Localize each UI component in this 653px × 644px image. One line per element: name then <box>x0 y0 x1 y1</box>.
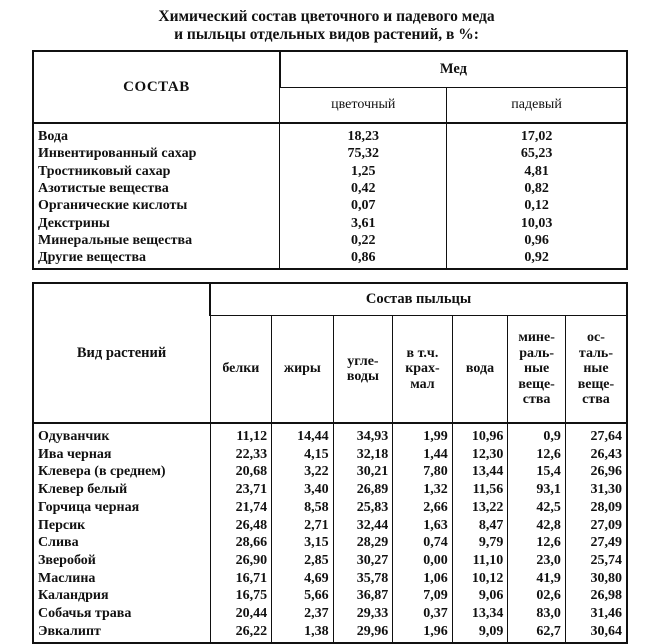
table-row <box>33 446 627 464</box>
pollen-value: 9,06 <box>452 587 508 605</box>
flower-value: 0,42 <box>280 180 447 197</box>
flower-value: 1,25 <box>280 163 447 180</box>
table-row <box>33 499 627 517</box>
pollen-value: 25,74 <box>565 552 627 570</box>
pollen-value: 9,09 <box>452 623 508 644</box>
honeydew-value: 0,12 <box>447 197 627 214</box>
pollen-value: 26,89 <box>333 481 393 499</box>
pollen-value: 02,6 <box>508 587 566 605</box>
column-header-line: в т.ч. <box>406 345 439 361</box>
pollen-value: 83,0 <box>508 605 566 623</box>
pollen-value: 93,1 <box>508 481 566 499</box>
flower-value: 0,86 <box>280 249 447 269</box>
pollen-value: 11,12 <box>210 423 272 446</box>
table-row <box>33 534 627 552</box>
plant-name: Маслина <box>33 570 210 588</box>
table-row <box>33 232 627 249</box>
table-row <box>33 552 627 570</box>
pollen-value: 13,22 <box>452 499 508 517</box>
table-row <box>33 516 627 534</box>
pollen-value: 34,93 <box>333 423 393 446</box>
pollen-value: 10,12 <box>452 570 508 588</box>
pollen-value: 31,46 <box>565 605 627 623</box>
pollen-value: 27,09 <box>565 516 627 534</box>
pollen-value: 11,10 <box>452 552 508 570</box>
flower-value: 0,07 <box>280 197 447 214</box>
title-line-2: и пыльцы отдельных видов растений, в %: <box>174 26 479 43</box>
plant-name: Клевер белый <box>33 481 210 499</box>
pollen-value: 28,29 <box>333 534 393 552</box>
column-header-line: вода <box>465 361 495 377</box>
pollen-value: 20,44 <box>210 605 272 623</box>
pollen-value: 4,15 <box>272 446 334 464</box>
pollen-value: 35,78 <box>333 570 393 588</box>
pollen-value: 28,09 <box>565 499 627 517</box>
column-header-line: мине- <box>518 330 555 346</box>
header-composition: СОСТАВ <box>33 51 280 123</box>
pollen-value: 23,0 <box>508 552 566 570</box>
column-header-line: веще- <box>577 376 615 392</box>
pollen-value: 7,09 <box>393 587 453 605</box>
pollen-value: 28,66 <box>210 534 272 552</box>
header-pollen-composition: Состав пыльцы <box>210 283 627 316</box>
column-header-line: угле- <box>347 353 379 369</box>
column-header-line: ства <box>522 392 551 408</box>
honey-composition-table <box>32 50 628 270</box>
column-header-line: ные <box>524 361 550 377</box>
column-header-line: ные <box>583 361 609 377</box>
plant-name: Персик <box>33 516 210 534</box>
flower-value: 0,22 <box>280 232 447 249</box>
column-header <box>333 316 393 423</box>
column-header <box>272 316 334 423</box>
column-header <box>565 316 627 423</box>
row-label: Тростниковый сахар <box>33 163 280 180</box>
column-header-line: ос- <box>587 330 605 346</box>
pollen-value: 8,58 <box>272 499 334 517</box>
pollen-value: 0,00 <box>393 552 453 570</box>
pollen-value: 12,30 <box>452 446 508 464</box>
header-plant-species: Вид растений <box>33 283 210 423</box>
table-row <box>33 249 627 269</box>
honeydew-value: 17,02 <box>447 123 627 145</box>
honeydew-value: 0,82 <box>447 180 627 197</box>
pollen-value: 1,44 <box>393 446 453 464</box>
row-label: Минеральные вещества <box>33 232 280 249</box>
table-row <box>33 463 627 481</box>
table-row <box>33 123 627 145</box>
pollen-value: 32,44 <box>333 516 393 534</box>
pollen-value: 26,98 <box>565 587 627 605</box>
flower-value: 75,32 <box>280 145 447 162</box>
pollen-value: 12,6 <box>508 534 566 552</box>
pollen-value: 2,37 <box>272 605 334 623</box>
column-header-line: ства <box>582 392 610 408</box>
pollen-value: 7,80 <box>393 463 453 481</box>
row-label: Вода <box>33 123 280 145</box>
pollen-value: 1,38 <box>272 623 334 644</box>
plant-name: Ива черная <box>33 446 210 464</box>
pollen-value: 2,71 <box>272 516 334 534</box>
pollen-value: 3,40 <box>272 481 334 499</box>
pollen-value: 41,9 <box>508 570 566 588</box>
table-row <box>33 570 627 588</box>
column-header-line: жиры <box>283 361 321 377</box>
pollen-value: 12,6 <box>508 446 566 464</box>
column-header-line: воды <box>346 369 379 385</box>
plant-name: Зверобой <box>33 552 210 570</box>
pollen-value: 2,66 <box>393 499 453 517</box>
table-row <box>33 180 627 197</box>
column-header <box>508 316 566 423</box>
column-header-line: веще- <box>518 376 555 392</box>
pollen-value: 3,22 <box>272 463 334 481</box>
title-line-1: Химический состав цветочного и падевого меда <box>158 8 495 25</box>
table-row <box>33 481 627 499</box>
pollen-value: 13,44 <box>452 463 508 481</box>
table-row <box>33 605 627 623</box>
pollen-table-body <box>33 423 627 643</box>
pollen-value: 4,69 <box>272 570 334 588</box>
table-row <box>33 623 627 644</box>
column-header <box>452 316 508 423</box>
plant-name: Слива <box>33 534 210 552</box>
pollen-value: 29,96 <box>333 623 393 644</box>
pollen-value: 30,27 <box>333 552 393 570</box>
column-header-line: раль- <box>519 345 555 361</box>
pollen-value: 20,68 <box>210 463 272 481</box>
table-row <box>33 214 627 231</box>
table-row <box>33 197 627 214</box>
pollen-value: 3,15 <box>272 534 334 552</box>
pollen-value: 26,43 <box>565 446 627 464</box>
pollen-value: 1,32 <box>393 481 453 499</box>
pollen-value: 30,64 <box>565 623 627 644</box>
table-row <box>33 587 627 605</box>
pollen-value: 1,06 <box>393 570 453 588</box>
pollen-composition-table <box>32 282 628 644</box>
pollen-value: 30,80 <box>565 570 627 588</box>
pollen-value: 9,79 <box>452 534 508 552</box>
pollen-value: 0,37 <box>393 605 453 623</box>
pollen-value: 15,4 <box>508 463 566 481</box>
pollen-value: 5,66 <box>272 587 334 605</box>
column-header-line: белки <box>222 361 260 377</box>
pollen-value: 22,33 <box>210 446 272 464</box>
pollen-value: 26,22 <box>210 623 272 644</box>
pollen-value: 13,34 <box>452 605 508 623</box>
pollen-value: 0,74 <box>393 534 453 552</box>
honeydew-value: 10,03 <box>447 214 627 231</box>
plant-name: Клевера (в среднем) <box>33 463 210 481</box>
pollen-value: 27,49 <box>565 534 627 552</box>
honeydew-value: 0,92 <box>447 249 627 269</box>
pollen-value: 23,71 <box>210 481 272 499</box>
column-header <box>393 316 453 423</box>
pollen-value: 14,44 <box>272 423 334 446</box>
pollen-value: 8,47 <box>452 516 508 534</box>
flower-value: 3,61 <box>280 214 447 231</box>
pollen-value: 27,64 <box>565 423 627 446</box>
table-row <box>33 423 627 446</box>
pollen-value: 2,85 <box>272 552 334 570</box>
header-honeydew-honey: падевый <box>447 88 627 124</box>
table-row <box>33 145 627 162</box>
pollen-value: 16,71 <box>210 570 272 588</box>
pollen-value: 29,33 <box>333 605 393 623</box>
flower-value: 18,23 <box>280 123 447 145</box>
pollen-value: 30,21 <box>333 463 393 481</box>
pollen-value: 1,96 <box>393 623 453 644</box>
plant-name: Каландрия <box>33 587 210 605</box>
pollen-value: 42,8 <box>508 516 566 534</box>
pollen-value: 21,74 <box>210 499 272 517</box>
honeydew-value: 0,96 <box>447 232 627 249</box>
header-flower-honey: цветочный <box>280 88 447 124</box>
column-header-line: мал <box>410 376 435 392</box>
row-label: Инвентированный сахар <box>33 145 280 162</box>
pollen-value: 25,83 <box>333 499 393 517</box>
pollen-value: 16,75 <box>210 587 272 605</box>
row-label: Органические кислоты <box>33 197 280 214</box>
row-label: Декстрины <box>33 214 280 231</box>
honeydew-value: 4,81 <box>447 163 627 180</box>
row-label: Азотистые вещества <box>33 180 280 197</box>
row-label: Другие вещества <box>33 249 280 269</box>
pollen-value: 11,56 <box>452 481 508 499</box>
column-header <box>210 316 272 423</box>
pollen-value: 1,63 <box>393 516 453 534</box>
pollen-value: 10,96 <box>452 423 508 446</box>
table-row <box>33 163 627 180</box>
pollen-value: 36,87 <box>333 587 393 605</box>
honey-table-body <box>33 123 627 269</box>
plant-name: Одуванчик <box>33 423 210 446</box>
column-header-line: таль- <box>578 345 613 361</box>
pollen-value: 26,96 <box>565 463 627 481</box>
header-honey: Мед <box>280 51 627 88</box>
pollen-value: 0,9 <box>508 423 566 446</box>
plant-name: Собачья трава <box>33 605 210 623</box>
pollen-value: 42,5 <box>508 499 566 517</box>
honeydew-value: 65,23 <box>447 145 627 162</box>
pollen-value: 32,18 <box>333 446 393 464</box>
pollen-value: 26,90 <box>210 552 272 570</box>
pollen-value: 62,7 <box>508 623 566 644</box>
pollen-value: 26,48 <box>210 516 272 534</box>
plant-name: Горчица черная <box>33 499 210 517</box>
plant-name: Эвкалипт <box>33 623 210 644</box>
pollen-value: 1,99 <box>393 423 453 446</box>
pollen-value: 31,30 <box>565 481 627 499</box>
column-header-line: крах- <box>405 361 440 377</box>
